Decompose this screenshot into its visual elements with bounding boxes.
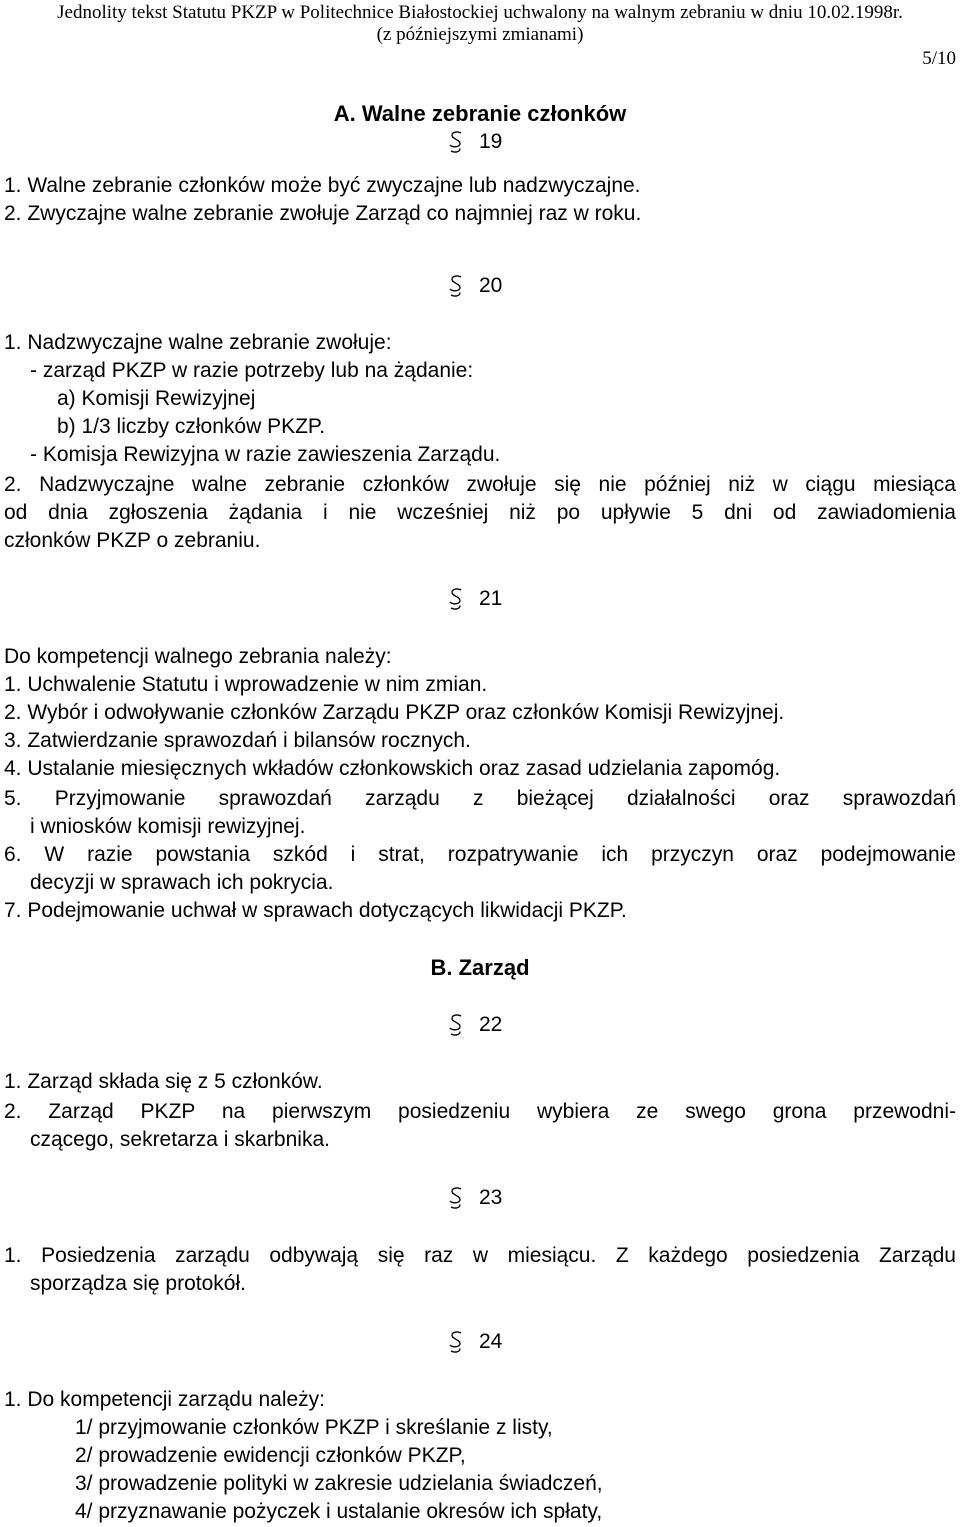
paragraph-line: członków PKZP o zebraniu. <box>4 529 261 552</box>
list-item: 2. Zwyczajne walne zebranie zwołuje Zarząd co najmniej raz w roku. <box>4 202 642 225</box>
section-heading-a: A. Walne zebranie członków <box>333 101 627 126</box>
section-heading-b: B. Zarząd <box>430 955 530 980</box>
list-item: 7. Podejmowanie uchwał w sprawach dotyczących likwidacji PKZP. <box>4 899 627 922</box>
paragraph-20-marker <box>449 274 502 298</box>
paragraph-line: Do kompetencji walnego zebrania należy: <box>4 645 392 668</box>
paragraph-number: 22 <box>479 1013 503 1036</box>
section-sign-icon <box>449 1187 463 1209</box>
paragraph-line: 2. Nadzwyczajne walne zebranie członków zwołuje się nie później niż w ciągu miesiąca <box>4 473 956 496</box>
list-item: 1. Uchwalenie Statutu i wprowadzenie w nim zmian. <box>4 673 488 696</box>
list-item: 2. Wybór i odwoływanie członków Zarządu PKZP oraz członków Komisji Rewizyjnej. <box>4 701 785 724</box>
list-item: 4. Ustalanie miesięcznych wkładów członkowskich oraz zasad udzielania zapomóg. <box>4 757 781 780</box>
list-item: 5. Przyjmowanie sprawozdań zarządu z bieżącej działalności oraz sprawozdań <box>4 787 956 810</box>
paragraph-21-marker <box>449 587 502 611</box>
list-item: 3. Zatwierdzanie sprawozdań i bilansów rocznych. <box>4 729 471 752</box>
list-item: 2. Zarząd PKZP na pierwszym posiedzeniu wybiera ze swego grona przewodni- <box>4 1100 956 1123</box>
list-item: - Komisja Rewizyjna w razie zawieszenia Zarządu. <box>30 443 501 466</box>
paragraph-number: 21 <box>479 587 503 610</box>
list-item-continuation: decyzji w sprawach ich pokrycia. <box>30 871 334 894</box>
list-item: 6. W razie powstania szkód i strat, rozpatrywanie ich przyczyn oraz podejmowanie <box>4 843 956 866</box>
list-item: 1. Walne zebranie członków może być zwyczajne lub nadzwyczajne. <box>4 174 641 197</box>
page-number: 5/10 <box>922 48 956 69</box>
section-sign-icon <box>449 1331 463 1353</box>
document-header-title: Jednolity tekst Statutu PKZP w Politechnice Białostockiej uchwalony na walnym zebraniu w dniu 10.02.1998r. <box>57 2 903 23</box>
sub-list-item: 3/ prowadzenie polityki w zakresie udzielania świadczeń, <box>75 1472 603 1495</box>
list-item: 1. Posiedzenia zarządu odbywają się raz w miesiącu. Z każdego posiedzenia Zarządu <box>4 1244 956 1267</box>
sub-list-item: 1/ przyjmowanie członków PKZP i skreślanie z listy, <box>75 1416 553 1439</box>
list-item: 1. Zarząd składa się z 5 członków. <box>4 1070 323 1093</box>
section-sign-icon <box>449 275 463 297</box>
paragraph-24-marker <box>449 1330 502 1354</box>
paragraph-number: 23 <box>479 1186 503 1209</box>
paragraph-line: od dnia zgłoszenia żądania i nie wcześniej niż po upływie 5 dni od zawiadomienia <box>4 501 956 524</box>
section-sign-icon <box>449 131 463 153</box>
document-header-subtitle: (z późniejszymi zmianami) <box>376 24 584 45</box>
paragraph-23-marker <box>449 1186 502 1210</box>
paragraph-number: 24 <box>479 1330 503 1353</box>
list-item-continuation: czącego, sekretarza i skarbnika. <box>30 1128 330 1151</box>
list-item: a) Komisji Rewizyjnej <box>57 387 256 410</box>
sub-list-item: 4/ przyznawanie pożyczek i ustalanie okresów ich spłaty, <box>75 1500 603 1523</box>
list-item: b) 1/3 liczby członków PKZP. <box>57 415 326 438</box>
list-item: 1. Nadzwyczajne walne zebranie zwołuje: <box>4 331 392 354</box>
list-item: - zarząd PKZP w razie potrzeby lub na żądanie: <box>30 359 474 382</box>
section-sign-icon <box>449 588 463 610</box>
paragraph-22-marker <box>449 1013 502 1037</box>
list-item-continuation: i wniosków komisji rewizyjnej. <box>30 815 306 838</box>
section-sign-icon <box>449 1014 463 1036</box>
sub-list-item: 2/ prowadzenie ewidencji członków PKZP, <box>75 1444 466 1467</box>
paragraph-number: 19 <box>479 130 503 153</box>
paragraph-19-marker <box>449 130 502 154</box>
paragraph-number: 20 <box>479 274 503 297</box>
list-item-continuation: sporządza się protokół. <box>30 1272 246 1295</box>
list-item: 1. Do kompetencji zarządu należy: <box>4 1388 325 1411</box>
